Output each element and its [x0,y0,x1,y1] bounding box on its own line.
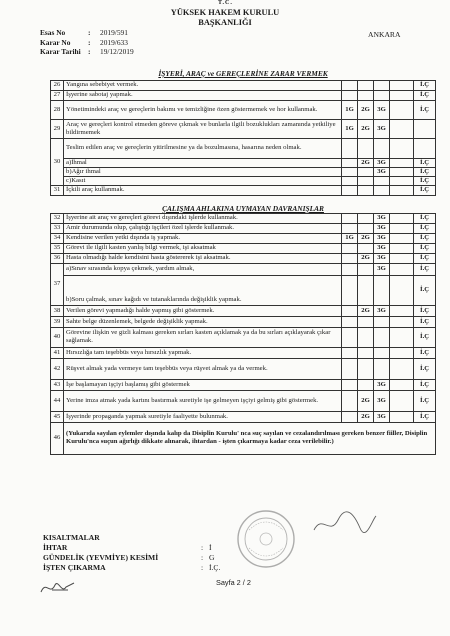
abbr-value: İ.Ç. [209,563,221,572]
table-row: 40 Görevine ilişkin ve gizli kalması gereken sırları kasten açıklamak ya da bu sırları açıklayarak çıkar sağlamak. İ.Ç [51,327,436,347]
table-subrow: b)Soru çalmak, sınav kağıdı ve tutanaklarında değişiklik yapmak. İ.Ç [51,275,436,305]
table-row: 28 Yönetimindeki araç ve gereçlerin bakımı ve temizliğine özen göstermemek ve hor kullanmak. 1G 2G 3G İ.Ç [51,100,436,119]
closing-note: (Yukarıda sayılan eylemler dışında kalıp da Disiplin Kurulu' nca suç sayılan ve cezalandırılması gereken benzer fiiller, Disiplin Kurulu'nca suçun ağırlığı dikkate alınarak, ihtardan - işten çıkarmaya kadar ceza verilebilir.) [64,422,436,454]
signature-mark-right [310,510,380,538]
table-row: 38 Verilen görevi yapmadığı halde yapmış gibi göstermek. 2G 3G İ.Ç [51,305,436,316]
meta-key: Esas No [40,28,66,37]
handwritten-signature [38,576,78,598]
institution-department: BAŞKANLIĞI [198,18,252,27]
table-row: 34 Kendisine verilen yetki dışında iş yapmak. 1G 2G 3G İ.Ç [51,233,436,243]
table-row: 39 Sahte belge düzenlemek, belgede değişiklik yapmak. İ.Ç [51,316,436,327]
case-metadata [40,28,134,57]
table-subrow: b)Ağır ihmal 3G İ.Ç [51,167,436,176]
table-row: 30 Teslim edilen araç ve gereçlerin yitirilmesine ya da bozulmasına, hasarına neden olmak. [51,138,436,158]
table-row: 45 İşyerinde propaganda yapmak suretiyle faaliyette bulunmak. 2G 3G İ.Ç [51,411,436,422]
abbreviations-values: : İ : G : İ.Ç. [201,543,221,572]
table-row: 32 İşyerine ait araç ve gereçleri görevi dışındaki işlerde kullanmak. 3G İ.Ç [51,213,436,223]
abbreviations-legend [43,533,158,573]
table-row: 35 Görevi ile ilgili kasten yanlış bilgi vermek, işi aksatmak 3G İ.Ç [51,243,436,253]
abbr-label-warning: İHTAR [43,543,68,552]
abbr-value: İ [209,543,212,552]
meta-value: 2019/591 [100,28,128,37]
table-row: 26 Yangına sebebiyet vermek. İ.Ç [51,80,436,90]
meta-row-decision-no: Karar No : 2019/633 [40,37,128,47]
meta-value: 2019/633 [100,37,128,47]
table-subrow: c)Kasıt İ.Ç [51,176,436,185]
meta-row-decision-date: Karar Tarihi : 19/12/2019 [40,47,134,57]
table-row: 43 İşe başlamayan işçiyi başlamış gibi göstermek 3G İ.Ç [51,379,436,390]
penalty-table [50,68,436,455]
meta-value: 19/12/2019 [100,47,134,57]
meta-key: Karar Tarihi [40,47,81,57]
table-row: 33 Amir durumunda olup, çalıştığı işçileri özel işlerde kullanmak. 3G İ.Ç [51,223,436,233]
institution-title: YÜKSEK HAKEM KURULU [170,8,280,17]
meta-row-case-no: Esas No : 2019/591 [40,28,128,37]
table-row: 44 Yerine imza atmak yada kartını bastırmak suretiyle işe gelmeyen işçiyi gelmiş gibi göstermek. 2G 3G İ.Ç [51,390,436,411]
table-subrow: 37 a)Sınav sırasında kopya çekmek, yardım almak, 3G İ.Ç [51,263,436,275]
table-row-note: 46 (Yukarıda sayılan eylemler dışında kalıp da Disiplin Kurulu' nca suç sayılan ve cezalandırılması gereken benzer fiiller, Disiplin Kurulu'nca suçun ağırlığı dikkate alınarak, ihtardan - işten çıkarmaya kadar ceza verilebilir.) [51,422,436,454]
table-subrow: a)İhmal 2G 3G İ.Ç [51,158,436,167]
top-clipped-text: T.C. [218,0,233,6]
section-header-ethics: ÇALIŞMA AHLAKINA UYMAYAN DAVRANIŞLAR [51,195,436,213]
table-row: 42 Rüşvet almak yada vermeye tam teşebbüs veya rüşvet almak ya da vermek. İ.Ç [51,358,436,379]
abbreviations-title: KISALTMALAR [43,533,100,542]
official-seal-stamp [235,508,297,570]
table-row: 41 Hırsızlığa tam teşebbüs veya hırsızlık yapmak. İ.Ç [51,347,436,358]
table-row: 27 İşyerine sabotaj yapmak. İ.Ç [51,90,436,100]
meta-key: Karar No [40,37,71,47]
abbr-label-dismissal: İŞTEN ÇIKARMA [43,563,106,572]
page-number: Sayfa 2 / 2 [216,578,251,587]
section-header-workplace: İŞYERİ, ARAÇ ve GEREÇLERİNE ZARAR VERMEK [51,68,436,80]
table-row: 29 Araç ve gereçleri kontrol etmeden göreve çıkmak ve bunlarla ilgili bozuklukları zamanında yetkiliye bildirmemek 1G 2G 3G [51,119,436,138]
table-row: 36 Hasta olmadığı halde kendisini hasta göstererek işi aksatmak. 2G 3G İ.Ç [51,253,436,263]
table-row: 31 İçkili araç kullanmak. İ.Ç [51,185,436,195]
city-label: ANKARA [368,30,401,39]
abbr-value: G [209,553,215,562]
abbr-label-daily-cut: GÜNDELİK (YEVMİYE) KESİMİ [43,553,159,562]
